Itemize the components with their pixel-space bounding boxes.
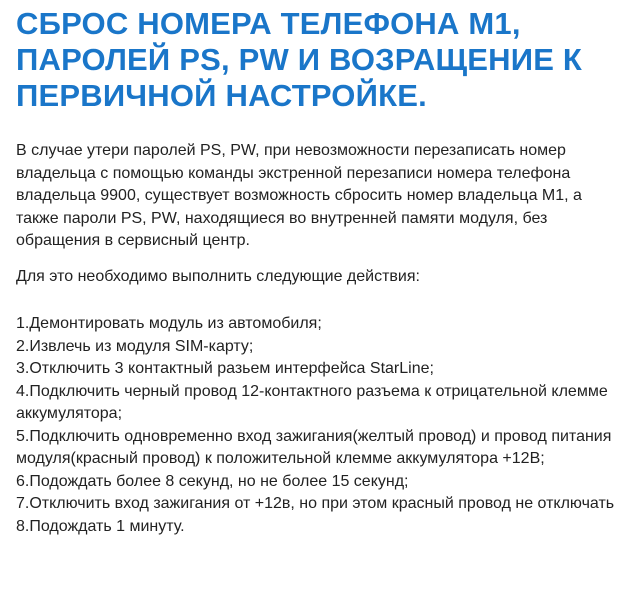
page-title: СБРОС НОМЕРА ТЕЛЕФОНА М1, ПАРОЛЕЙ PS, PW И ВОЗРАЩЕНИЕ К ПЕРВИЧНОЙ НАСТРОЙКЕ. [16, 6, 583, 113]
step-item: 5.Подключить одновременно вход зажигания(желтый провод) и провод питания модуля(красный провод) к положительной клемме аккумулятора +12В; [16, 427, 612, 467]
intro-paragraph: В случае утери паролей PS, PW, при невозможности перезаписать номер владельца с помощью команды экстренной перезаписи номера телефона владельца 9900, существует возможность сбросить номер владельца М1, а также пароли PS, PW, находящиеся во внутренней памяти модуля, без обращения в сервисный центр. [16, 142, 582, 249]
step-item: 6.Подождать более 8 секунд, но не более 15 секунд; [16, 472, 409, 490]
step-item: 1.Демонтировать модуль из автомобиля; [16, 315, 322, 332]
instructions-lead: Для это необходимо выполнить следующие действия: [16, 267, 420, 285]
steps-list [16, 313, 620, 538]
step-item: 2.Извлечь из модуля SIM-карту; [16, 337, 254, 355]
step-item: 8.Подождать 1 минуту. [16, 517, 185, 535]
step-item: 7.Отключить вход зажигания от +12в, но при этом красный провод не отключать [16, 495, 615, 512]
step-item: 4.Подключить черный провод 12-контактного разъема к отрицательной клемме аккумулятора; [16, 382, 608, 422]
step-item: 3.Отключить 3 контактный разьем интерфейса StarLine; [16, 360, 434, 377]
